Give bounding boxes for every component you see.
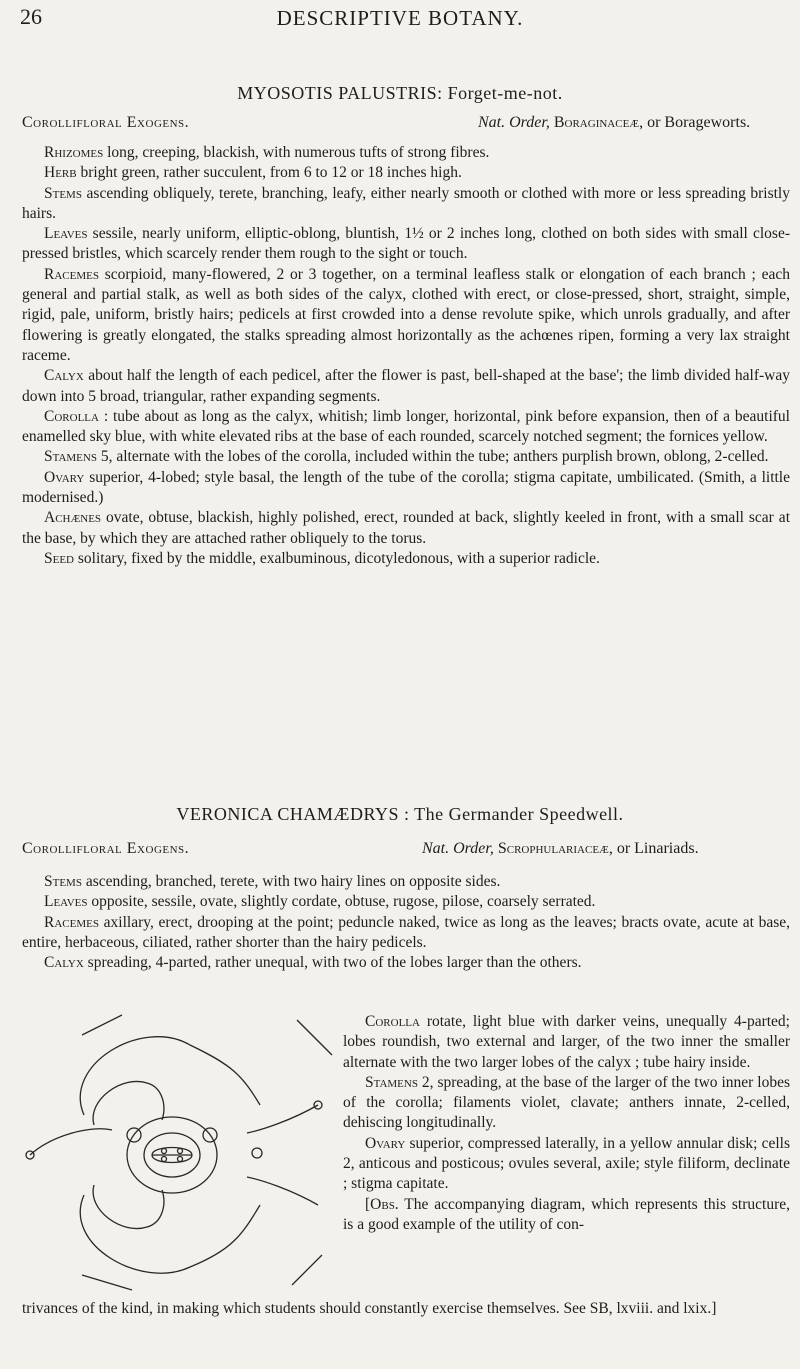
- organ-text: sessile, nearly uniform, elliptic-oblong, bluntish, 1½ or 2 inches long, clothed on both sides with small close-pressed bristles, which scarcely render them rough to the sight or touch.: [22, 225, 790, 263]
- description-paragraph: [343, 1134, 790, 1195]
- organ-term: Rhizomes: [44, 144, 104, 161]
- description-paragraph: [22, 953, 790, 973]
- organ-term: Stamens: [44, 448, 97, 466]
- bract-line: [82, 1275, 132, 1290]
- calyx-lobe: [247, 1105, 318, 1133]
- organ-term: Corolla: [365, 1013, 420, 1030]
- organ-term: Herb: [44, 164, 77, 182]
- organ-term: Seed: [44, 549, 75, 567]
- description-paragraph: [22, 224, 790, 265]
- organ-term: Corolla: [44, 407, 99, 425]
- veronica-description: [22, 872, 790, 973]
- description-paragraph: [22, 872, 790, 892]
- organ-text: spreading, 4-parted, rather unequal, with two of the lobes larger than the others.: [83, 954, 582, 972]
- description-paragraph: [22, 508, 790, 549]
- description-paragraph: [343, 1012, 790, 1073]
- organ-text: ascending, branched, terete, with two hairy lines on opposite sides.: [81, 873, 501, 890]
- veronica-flower-description: [343, 1012, 790, 1235]
- page-number: 26: [20, 4, 42, 29]
- description-paragraph: [22, 143, 790, 163]
- organ-text: long, creeping, blackish, with numerous tufts of strong fibres.: [103, 144, 490, 161]
- organ-text: axillary, erect, drooping at the point; peduncle naked, twice as long as the leaves; bracts ovate, acute at base, entire, herbaceous, ciliated, rather shorter than the hairy pedicels.: [22, 913, 790, 951]
- organ-term: Leaves: [44, 893, 88, 911]
- organ-text: bright green, rather succulent, from 6 to 12 or 18 inches high.: [76, 164, 462, 182]
- organ-text: 5, alternate with the lobes of the corolla, included within the tube; anthers purplish brown, oblong, 2-celled.: [96, 448, 769, 466]
- organ-term: Achænes: [44, 509, 102, 527]
- organ-term: Calyx: [44, 367, 84, 385]
- organ-text: : tube about as long as the calyx, whitish; limb longer, horizontal, pink before expansion, then of a beautiful enamelled sky blue, with white elevated ribs at the base of each rounded, scarcely notched segment; the fornices yellow.: [22, 407, 790, 446]
- organ-text: ascending obliquely, terete, branching, leafy, either nearly smooth or clothed with more or less spreading bristly hairs.: [22, 184, 790, 222]
- veronica-order: [422, 840, 699, 858]
- description-paragraph: [22, 184, 790, 225]
- description-paragraph: [22, 447, 790, 467]
- floral-diagram: [22, 1005, 340, 1295]
- ovule-mark: [178, 1157, 183, 1162]
- calyx-lobe: [30, 1129, 112, 1155]
- corolla-inner-lobe: [93, 1081, 164, 1125]
- order-label: Nat. Order,: [422, 840, 494, 857]
- organ-text: rotate, light blue with darker veins, unequally 4-parted; lobes roundish, two external and larger, of the two inner the smaller alternate with the two larger lobes of the calyx ; tube hairy inside.: [343, 1013, 790, 1071]
- organ-term: Ovary: [365, 1134, 406, 1152]
- description-paragraph: [22, 549, 790, 569]
- organ-term: Stems: [44, 873, 82, 890]
- corolla-outer-lobe: [80, 1195, 260, 1273]
- organ-text: superior, 4-lobed; style basal, the length of the tube of the corolla; stigma capitate, umbilicated. (Smith, a little modernised.): [22, 468, 790, 507]
- veronica-class: Corollifloral Exogens.: [22, 840, 190, 857]
- description-paragraph: [22, 892, 790, 912]
- order-name: Boraginaceæ,: [553, 114, 644, 131]
- organ-text: The accompanying diagram, which represents this structure, is a good example of the utility of con-: [343, 1195, 790, 1233]
- ovule-mark: [178, 1149, 183, 1154]
- myosotis-order: [478, 114, 750, 132]
- organ-term: Racemes: [44, 265, 99, 283]
- bract-line: [82, 1015, 122, 1035]
- description-paragraph: [343, 1195, 790, 1236]
- description-paragraph: [22, 913, 790, 954]
- organ-term: Racemes: [44, 913, 99, 931]
- myosotis-title: MYOSOTIS PALUSTRIS: Forget-me-not.: [237, 83, 563, 103]
- organ-text: opposite, sessile, ovate, slightly cordate, obtuse, rugose, pilose, coarsely serrated.: [87, 893, 596, 911]
- organ-text: ovate, obtuse, blackish, highly polished, erect, rounded at back, slightly keeled in front, with a small scar at the base, by which they are attached rather obliquely to the torus.: [22, 509, 790, 547]
- description-paragraph: [22, 468, 790, 509]
- organ-term: Leaves: [44, 225, 88, 243]
- organ-term: Ovary: [44, 468, 85, 486]
- ovule-mark: [162, 1157, 167, 1162]
- organ-term: Stamens: [365, 1073, 418, 1091]
- order-label: Nat. Order,: [478, 114, 550, 131]
- ovule-mark: [162, 1149, 167, 1154]
- veronica-obs-end: trivances of the kind, in making which students should constantly exercise themselves. See SB, lxviii. and lxix.]: [22, 1300, 717, 1317]
- organ-term: Stems: [44, 184, 82, 202]
- description-paragraph: [22, 265, 790, 366]
- order-name: Scrophulariaceæ,: [497, 840, 613, 857]
- description-paragraph: [22, 407, 790, 448]
- order-common: or Linariads.: [616, 840, 699, 857]
- veronica-title: VERONICA CHAMÆDRYS : The Germander Speedwell.: [176, 804, 624, 824]
- organ-term: Calyx: [44, 954, 84, 972]
- running-title: DESCRIPTIVE BOTANY.: [276, 6, 524, 30]
- corolla-inner-lobe: [93, 1185, 164, 1229]
- myosotis-description: [22, 143, 790, 569]
- calyx-lobe: [247, 1177, 318, 1205]
- bract-line: [292, 1255, 322, 1285]
- description-paragraph: [343, 1073, 790, 1134]
- corolla-outer-lobe: [80, 1037, 260, 1115]
- organ-text: solitary, fixed by the middle, exalbuminous, dicotyledonous, with a superior radicle.: [74, 549, 600, 567]
- organ-text: 2, spreading, at the base of the larger of the two inner lobes of the corolla; filaments violet, clavate; anthers innate, 2-celled, dehiscing longitudinally.: [343, 1073, 790, 1132]
- bract-line: [297, 1020, 332, 1055]
- organ-term: [Obs.: [365, 1195, 399, 1213]
- description-paragraph: [22, 366, 790, 407]
- organ-text: about half the length of each pedicel, after the flower is past, bell-shaped at the base'; the limb divided half-way down into 5 broad, triangular, rather expanding segments.: [22, 367, 790, 405]
- myosotis-class: Corollifloral Exogens.: [22, 114, 190, 131]
- order-common: or Borageworts.: [647, 114, 751, 131]
- organ-text: superior, compressed laterally, in a yellow annular disk; cells 2, anticous and posticous; ovules several, axile; style filiform, declinate ; stigma capitate.: [343, 1134, 790, 1193]
- organ-text: scorpioid, many-flowered, 2 or 3 together, on a terminal leafless stalk or elongation of each branch ; each general and partial stalk, as well as both sides of the calyx, clothed with erect, or close-pressed, short, straight, simple, rigid, pale, uniform, bristly hairs; pedicels at first crowded into a dense revolute spike, which unrols gradually, and after flowering is greatly elongated, the stalks spreading almost horizontally as the achœnes ripen, forming a very lax straight raceme.: [22, 265, 790, 364]
- description-paragraph: [22, 163, 790, 183]
